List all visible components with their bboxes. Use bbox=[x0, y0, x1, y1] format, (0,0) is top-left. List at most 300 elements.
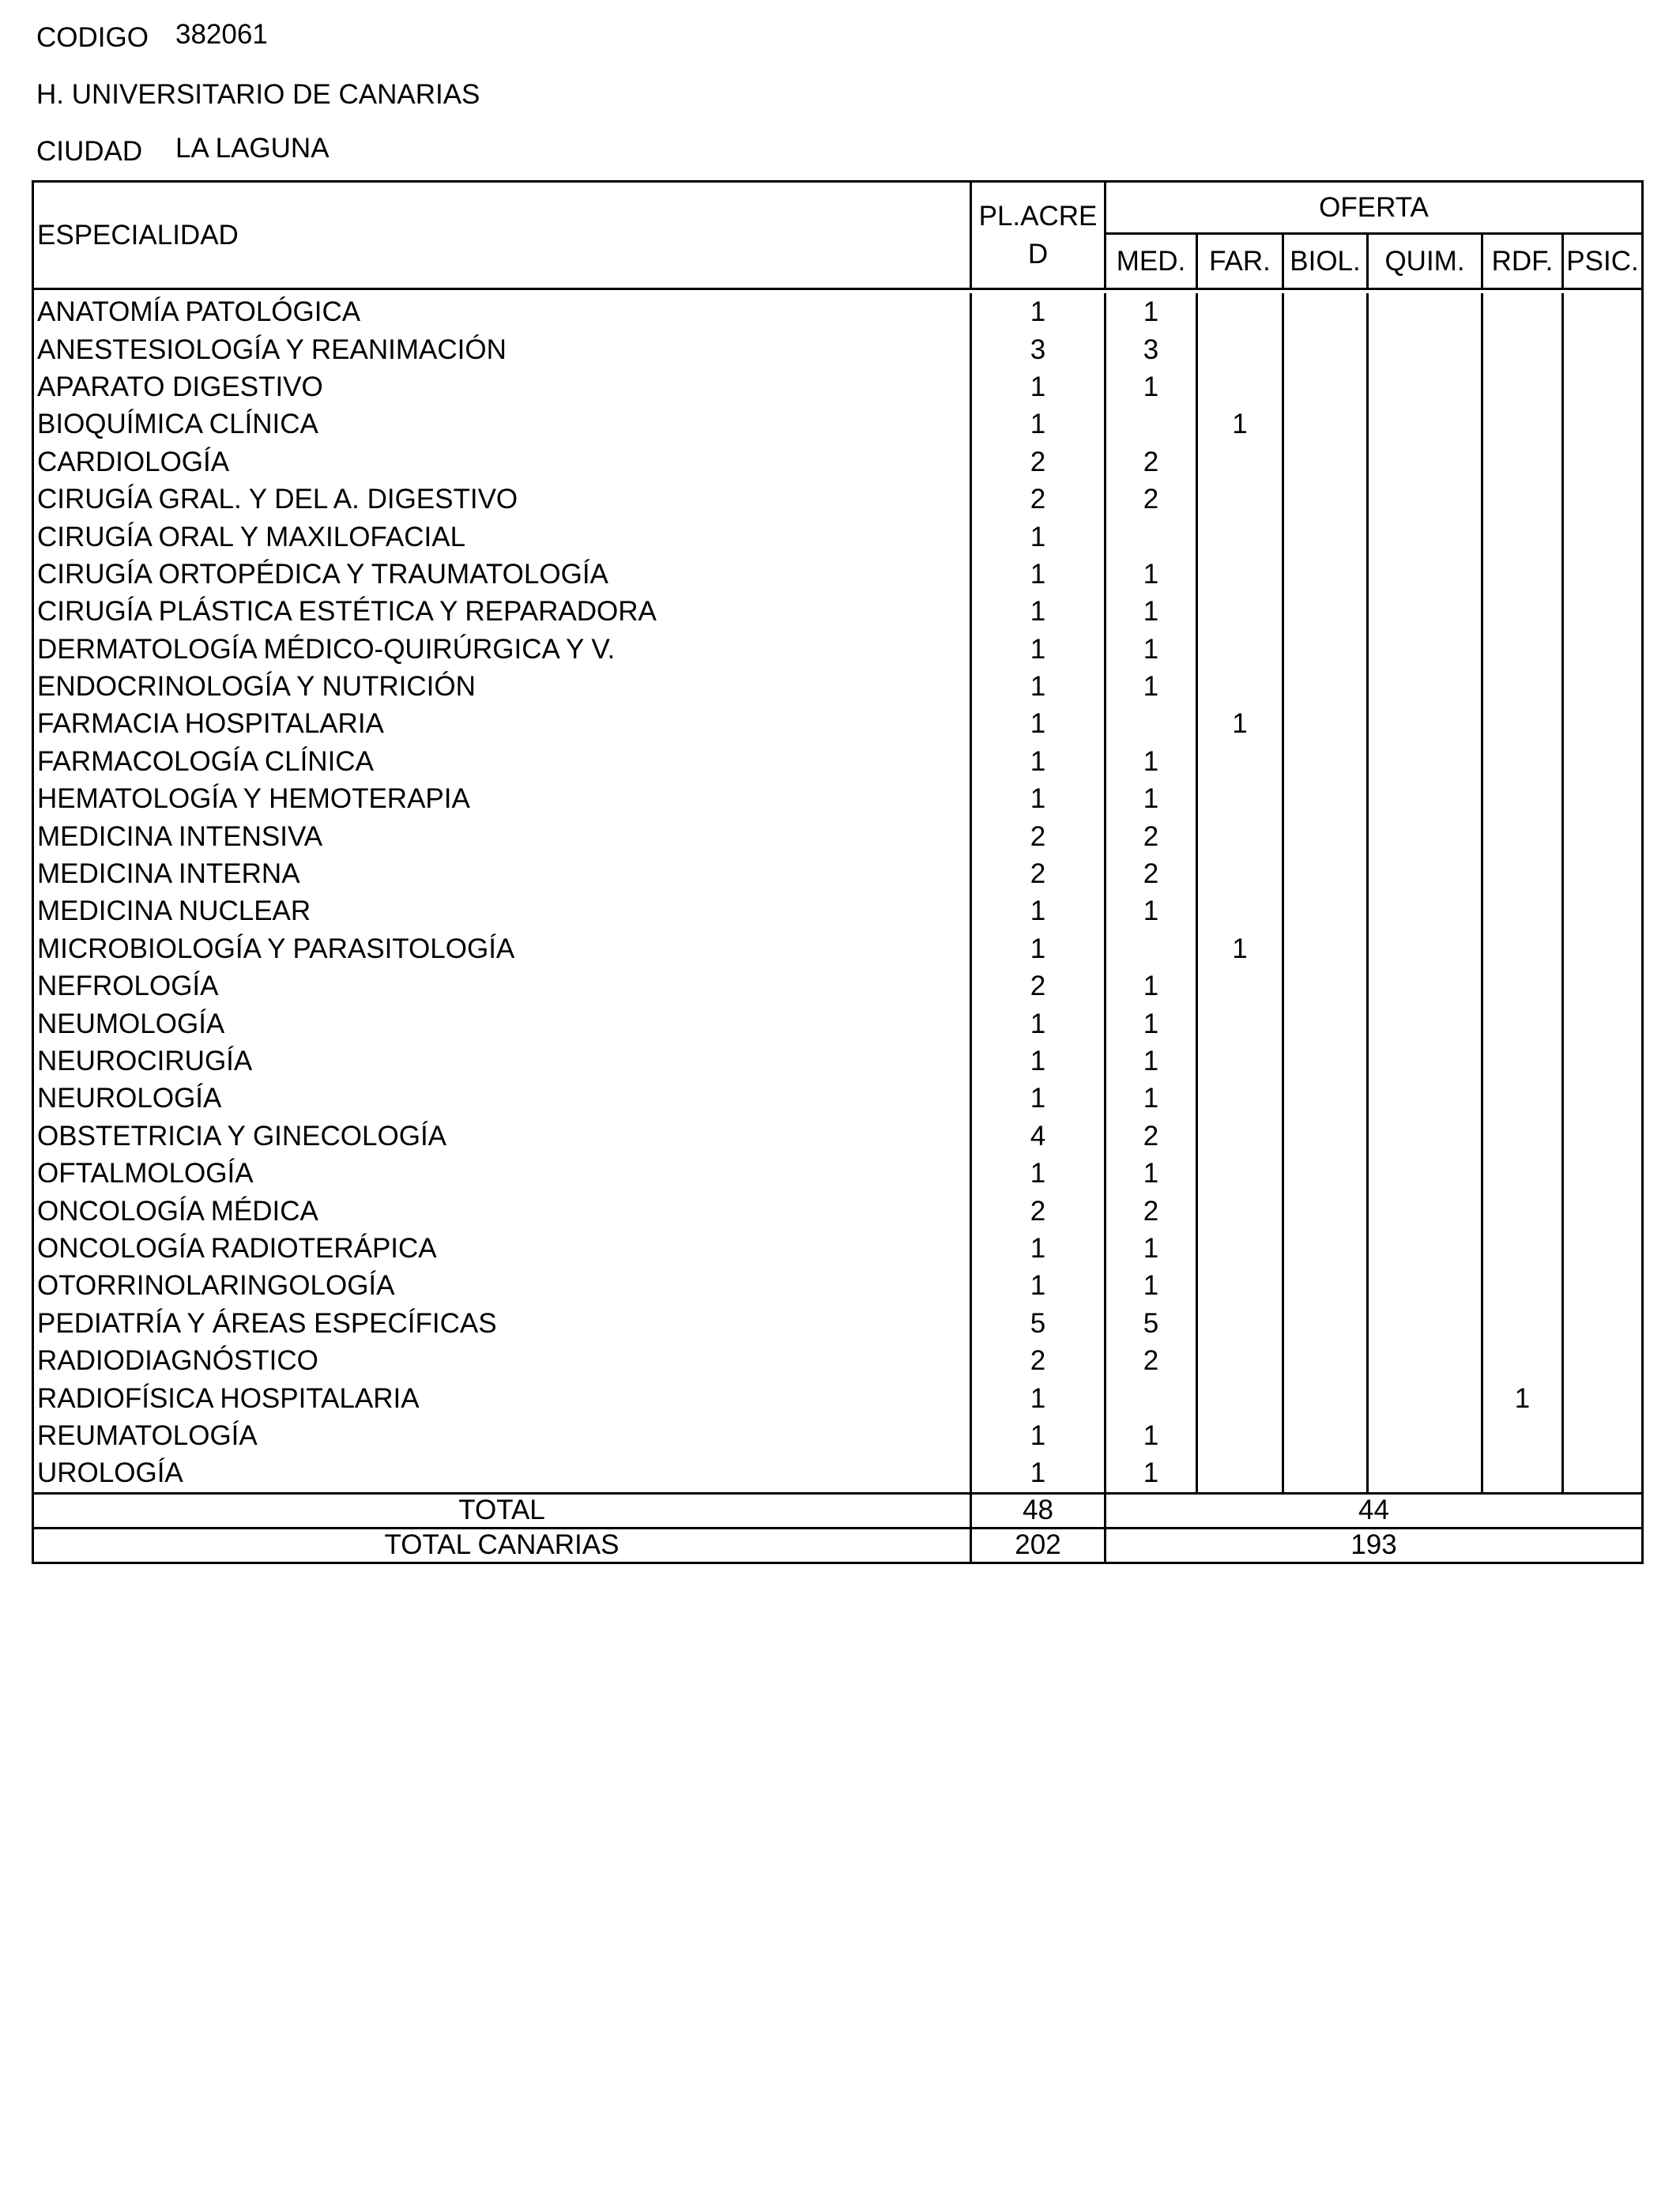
psic-cell bbox=[1564, 556, 1641, 593]
med-cell: 1 bbox=[1106, 631, 1198, 668]
table-row bbox=[34, 743, 1641, 780]
quim-cell bbox=[1369, 1379, 1483, 1416]
rdf-cell bbox=[1483, 593, 1564, 630]
especialidad-cell: MEDICINA INTERNA bbox=[34, 855, 972, 892]
med-cell bbox=[1106, 930, 1198, 967]
table-row bbox=[34, 556, 1641, 593]
table-row bbox=[34, 967, 1641, 1005]
rdf-cell bbox=[1483, 967, 1564, 1005]
biol-cell bbox=[1284, 1342, 1369, 1379]
ciudad-label: CIUDAD bbox=[36, 136, 143, 167]
rdf-cell bbox=[1483, 443, 1564, 481]
biol-cell bbox=[1284, 1417, 1369, 1454]
col-especialidad: ESPECIALIDAD bbox=[34, 183, 972, 290]
med-cell: 2 bbox=[1106, 1342, 1198, 1379]
quim-cell bbox=[1369, 293, 1483, 330]
placred-cell: 1 bbox=[972, 1379, 1106, 1416]
rdf-cell bbox=[1483, 518, 1564, 555]
med-cell: 5 bbox=[1106, 1305, 1198, 1342]
placred-cell: 1 bbox=[972, 668, 1106, 705]
rdf-cell bbox=[1483, 668, 1564, 705]
oferta-subheaders bbox=[1106, 235, 1641, 290]
especialidad-cell: MEDICINA NUCLEAR bbox=[34, 892, 972, 929]
biol-cell bbox=[1284, 780, 1369, 817]
table-row bbox=[34, 631, 1641, 668]
table-body bbox=[34, 290, 1641, 1492]
rdf-cell bbox=[1483, 368, 1564, 405]
quim-cell bbox=[1369, 330, 1483, 368]
especialidad-cell: UROLOGÍA bbox=[34, 1454, 972, 1491]
biol-cell bbox=[1284, 1005, 1369, 1042]
rdf-cell bbox=[1483, 1417, 1564, 1454]
table-row bbox=[34, 1230, 1641, 1267]
quim-cell bbox=[1369, 481, 1483, 518]
placred-cell: 2 bbox=[972, 1342, 1106, 1379]
especialidad-cell: OTORRINOLARINGOLOGÍA bbox=[34, 1267, 972, 1304]
rdf-cell bbox=[1483, 1192, 1564, 1229]
med-cell: 1 bbox=[1106, 668, 1198, 705]
biol-cell bbox=[1284, 443, 1369, 481]
far-cell bbox=[1198, 556, 1284, 593]
biol-cell bbox=[1284, 817, 1369, 854]
placred-cell: 1 bbox=[972, 705, 1106, 742]
total-pl: 48 bbox=[972, 1495, 1106, 1527]
far-cell bbox=[1198, 1118, 1284, 1155]
total-canarias-oferta: 193 bbox=[1350, 1529, 1397, 1560]
biol-cell bbox=[1284, 855, 1369, 892]
table-row bbox=[34, 1454, 1641, 1491]
rdf-cell bbox=[1483, 817, 1564, 854]
psic-cell bbox=[1564, 518, 1641, 555]
table-row bbox=[34, 443, 1641, 481]
rdf-cell bbox=[1483, 405, 1564, 443]
rdf-cell bbox=[1483, 930, 1564, 967]
especialidad-cell: CIRUGÍA GRAL. Y DEL A. DIGESTIVO bbox=[34, 481, 972, 518]
med-cell: 1 bbox=[1106, 593, 1198, 630]
placred-cell: 1 bbox=[972, 518, 1106, 555]
psic-cell bbox=[1564, 1005, 1641, 1042]
psic-cell bbox=[1564, 1118, 1641, 1155]
total-canarias-label: TOTAL CANARIAS bbox=[34, 1529, 972, 1562]
especialidad-cell: FARMACOLOGÍA CLÍNICA bbox=[34, 743, 972, 780]
especialidad-cell: NEUROLOGÍA bbox=[34, 1080, 972, 1117]
placred-cell: 1 bbox=[972, 1080, 1106, 1117]
quim-cell bbox=[1369, 556, 1483, 593]
quim-cell bbox=[1369, 1454, 1483, 1491]
quim-cell bbox=[1369, 1118, 1483, 1155]
col-placred-line2: D bbox=[1027, 238, 1049, 270]
total-canarias-pl: 202 bbox=[972, 1529, 1106, 1562]
quim-cell bbox=[1369, 443, 1483, 481]
quim-cell bbox=[1369, 405, 1483, 443]
med-cell: 1 bbox=[1106, 743, 1198, 780]
biol-cell bbox=[1284, 1379, 1369, 1416]
psic-cell bbox=[1564, 668, 1641, 705]
placred-cell: 1 bbox=[972, 1005, 1106, 1042]
total-label: TOTAL bbox=[34, 1495, 972, 1527]
far-cell bbox=[1198, 1305, 1284, 1342]
med-cell: 1 bbox=[1106, 1230, 1198, 1267]
quim-cell bbox=[1369, 743, 1483, 780]
codigo-value: 382061 bbox=[175, 19, 268, 50]
biol-cell bbox=[1284, 668, 1369, 705]
placred-cell: 1 bbox=[972, 1417, 1106, 1454]
biol-cell bbox=[1284, 368, 1369, 405]
med-cell: 2 bbox=[1106, 817, 1198, 854]
psic-cell bbox=[1564, 405, 1641, 443]
far-cell bbox=[1198, 892, 1284, 929]
especialidad-cell: ANESTESIOLOGÍA Y REANIMACIÓN bbox=[34, 330, 972, 368]
psic-cell bbox=[1564, 1417, 1641, 1454]
quim-cell bbox=[1369, 855, 1483, 892]
psic-cell bbox=[1564, 705, 1641, 742]
col-oferta: OFERTA bbox=[1106, 183, 1641, 235]
med-cell bbox=[1106, 405, 1198, 443]
psic-cell bbox=[1564, 631, 1641, 668]
med-cell: 2 bbox=[1106, 481, 1198, 518]
placred-cell: 2 bbox=[972, 443, 1106, 481]
biol-cell bbox=[1284, 481, 1369, 518]
med-cell bbox=[1106, 1379, 1198, 1416]
biol-cell bbox=[1284, 1080, 1369, 1117]
table-row bbox=[34, 481, 1641, 518]
med-cell: 1 bbox=[1106, 556, 1198, 593]
rdf-cell bbox=[1483, 1305, 1564, 1342]
psic-cell bbox=[1564, 1342, 1641, 1379]
placred-cell: 2 bbox=[972, 1192, 1106, 1229]
rdf-cell bbox=[1483, 1080, 1564, 1117]
med-cell bbox=[1106, 518, 1198, 555]
table-row bbox=[34, 855, 1641, 892]
quim-cell bbox=[1369, 892, 1483, 929]
table-row bbox=[34, 1305, 1641, 1342]
biol-cell bbox=[1284, 631, 1369, 668]
table-row bbox=[34, 1080, 1641, 1117]
med-cell: 2 bbox=[1106, 855, 1198, 892]
psic-cell bbox=[1564, 293, 1641, 330]
far-cell bbox=[1198, 593, 1284, 630]
rdf-cell bbox=[1483, 1155, 1564, 1192]
far-cell bbox=[1198, 293, 1284, 330]
col-far: FAR. bbox=[1198, 235, 1284, 288]
biol-cell bbox=[1284, 705, 1369, 742]
biol-cell bbox=[1284, 405, 1369, 443]
placred-cell: 1 bbox=[972, 405, 1106, 443]
placred-cell: 2 bbox=[972, 817, 1106, 854]
psic-cell bbox=[1564, 780, 1641, 817]
col-quim: QUIM. bbox=[1369, 235, 1483, 288]
biol-cell bbox=[1284, 593, 1369, 630]
placred-cell: 2 bbox=[972, 855, 1106, 892]
especialidad-cell: CIRUGÍA ORAL Y MAXILOFACIAL bbox=[34, 518, 972, 555]
table-row bbox=[34, 892, 1641, 929]
col-placred-line1: PL.ACRE bbox=[978, 200, 1098, 232]
placred-cell: 1 bbox=[972, 631, 1106, 668]
biol-cell bbox=[1284, 1454, 1369, 1491]
biol-cell bbox=[1284, 518, 1369, 555]
med-cell: 1 bbox=[1106, 293, 1198, 330]
table-row bbox=[34, 1379, 1641, 1416]
far-cell bbox=[1198, 668, 1284, 705]
med-cell: 3 bbox=[1106, 330, 1198, 368]
biol-cell bbox=[1284, 330, 1369, 368]
table-row bbox=[34, 1342, 1641, 1379]
rdf-cell bbox=[1483, 330, 1564, 368]
rdf-cell bbox=[1483, 293, 1564, 330]
col-psic: PSIC. bbox=[1566, 245, 1639, 277]
psic-cell bbox=[1564, 967, 1641, 1005]
med-cell: 2 bbox=[1106, 1192, 1198, 1229]
quim-cell bbox=[1369, 1005, 1483, 1042]
table-row bbox=[34, 1118, 1641, 1155]
far-cell bbox=[1198, 855, 1284, 892]
far-cell bbox=[1198, 1230, 1284, 1267]
med-cell: 1 bbox=[1106, 967, 1198, 1005]
quim-cell bbox=[1369, 1230, 1483, 1267]
quim-cell bbox=[1369, 1267, 1483, 1304]
especialidad-cell: REUMATOLOGÍA bbox=[34, 1417, 972, 1454]
rdf-cell bbox=[1483, 705, 1564, 742]
psic-cell bbox=[1564, 1230, 1641, 1267]
quim-cell bbox=[1369, 930, 1483, 967]
rdf-cell bbox=[1483, 743, 1564, 780]
psic-cell bbox=[1564, 330, 1641, 368]
especialidad-cell: RADIOFÍSICA HOSPITALARIA bbox=[34, 1379, 972, 1416]
psic-cell bbox=[1564, 817, 1641, 854]
table-row bbox=[34, 330, 1641, 368]
biol-cell bbox=[1284, 556, 1369, 593]
med-cell: 1 bbox=[1106, 1005, 1198, 1042]
med-cell: 1 bbox=[1106, 1267, 1198, 1304]
placred-cell: 1 bbox=[972, 556, 1106, 593]
table-row bbox=[34, 1042, 1641, 1080]
especialidad-cell: ONCOLOGÍA RADIOTERÁPICA bbox=[34, 1230, 972, 1267]
psic-cell bbox=[1564, 443, 1641, 481]
placred-cell: 1 bbox=[972, 1230, 1106, 1267]
quim-cell bbox=[1369, 518, 1483, 555]
far-cell bbox=[1198, 1080, 1284, 1117]
rdf-cell bbox=[1483, 481, 1564, 518]
far-cell bbox=[1198, 481, 1284, 518]
psic-cell bbox=[1564, 743, 1641, 780]
far-cell bbox=[1198, 1417, 1284, 1454]
far-cell bbox=[1198, 1379, 1284, 1416]
placred-cell: 1 bbox=[972, 293, 1106, 330]
psic-cell bbox=[1564, 1155, 1641, 1192]
rdf-cell bbox=[1483, 556, 1564, 593]
rdf-cell bbox=[1483, 1267, 1564, 1304]
table-row bbox=[34, 1417, 1641, 1454]
especialidad-cell: CIRUGÍA PLÁSTICA ESTÉTICA Y REPARADORA bbox=[34, 593, 972, 630]
placred-cell: 1 bbox=[972, 1155, 1106, 1192]
med-cell: 1 bbox=[1106, 780, 1198, 817]
far-cell bbox=[1198, 817, 1284, 854]
biol-cell bbox=[1284, 1192, 1369, 1229]
placred-cell: 1 bbox=[972, 780, 1106, 817]
table-row bbox=[34, 817, 1641, 854]
rdf-cell bbox=[1483, 631, 1564, 668]
far-cell bbox=[1198, 631, 1284, 668]
quim-cell bbox=[1369, 1155, 1483, 1192]
placred-cell: 3 bbox=[972, 330, 1106, 368]
med-cell: 2 bbox=[1106, 1118, 1198, 1155]
biol-cell bbox=[1284, 892, 1369, 929]
especialidad-cell: ANATOMÍA PATOLÓGICA bbox=[34, 293, 972, 330]
biol-cell bbox=[1284, 743, 1369, 780]
quim-cell bbox=[1369, 1305, 1483, 1342]
especialidad-cell: ENDOCRINOLOGÍA Y NUTRICIÓN bbox=[34, 668, 972, 705]
col-placred bbox=[972, 183, 1106, 290]
quim-cell bbox=[1369, 668, 1483, 705]
placred-cell: 1 bbox=[972, 743, 1106, 780]
especialidades-table bbox=[32, 180, 1644, 1564]
med-cell: 1 bbox=[1106, 1042, 1198, 1080]
rdf-cell bbox=[1483, 1230, 1564, 1267]
biol-cell bbox=[1284, 1305, 1369, 1342]
especialidad-cell: ONCOLOGÍA MÉDICA bbox=[34, 1192, 972, 1229]
especialidad-cell: OFTALMOLOGÍA bbox=[34, 1155, 972, 1192]
med-cell: 2 bbox=[1106, 443, 1198, 481]
rdf-cell bbox=[1483, 1118, 1564, 1155]
oferta-group bbox=[1106, 183, 1641, 290]
total-row bbox=[34, 1492, 1641, 1527]
far-cell bbox=[1198, 967, 1284, 1005]
quim-cell bbox=[1369, 631, 1483, 668]
col-biol: BIOL. bbox=[1284, 235, 1369, 288]
quim-cell bbox=[1369, 1417, 1483, 1454]
rdf-cell bbox=[1483, 1454, 1564, 1491]
especialidad-cell: BIOQUÍMICA CLÍNICA bbox=[34, 405, 972, 443]
quim-cell bbox=[1369, 967, 1483, 1005]
psic-cell bbox=[1564, 1267, 1641, 1304]
placred-cell: 2 bbox=[972, 967, 1106, 1005]
biol-cell bbox=[1284, 1118, 1369, 1155]
placred-cell: 1 bbox=[972, 1454, 1106, 1491]
table-row bbox=[34, 293, 1641, 330]
table-row bbox=[34, 668, 1641, 705]
especialidad-cell: NEUROCIRUGÍA bbox=[34, 1042, 972, 1080]
especialidad-cell: APARATO DIGESTIVO bbox=[34, 368, 972, 405]
total-oferta: 44 bbox=[1358, 1495, 1389, 1525]
especialidad-cell: FARMACIA HOSPITALARIA bbox=[34, 705, 972, 742]
med-cell: 1 bbox=[1106, 1080, 1198, 1117]
psic-cell bbox=[1564, 1454, 1641, 1491]
far-cell bbox=[1198, 780, 1284, 817]
far-cell: 1 bbox=[1198, 930, 1284, 967]
total-canarias-row bbox=[34, 1527, 1641, 1562]
far-cell bbox=[1198, 743, 1284, 780]
far-cell bbox=[1198, 1042, 1284, 1080]
psic-cell bbox=[1564, 1042, 1641, 1080]
rdf-cell bbox=[1483, 780, 1564, 817]
quim-cell bbox=[1369, 1080, 1483, 1117]
far-cell bbox=[1198, 1454, 1284, 1491]
far-cell bbox=[1198, 443, 1284, 481]
far-cell: 1 bbox=[1198, 405, 1284, 443]
especialidad-cell: HEMATOLOGÍA Y HEMOTERAPIA bbox=[34, 780, 972, 817]
biol-cell bbox=[1284, 293, 1369, 330]
far-cell bbox=[1198, 368, 1284, 405]
especialidad-cell: NEFROLOGÍA bbox=[34, 967, 972, 1005]
rdf-cell bbox=[1483, 892, 1564, 929]
placred-cell: 1 bbox=[972, 1267, 1106, 1304]
psic-cell bbox=[1564, 368, 1641, 405]
placred-cell: 4 bbox=[972, 1118, 1106, 1155]
biol-cell bbox=[1284, 967, 1369, 1005]
far-cell: 1 bbox=[1198, 705, 1284, 742]
table-row bbox=[34, 1155, 1641, 1192]
psic-cell bbox=[1564, 593, 1641, 630]
placred-cell: 1 bbox=[972, 1042, 1106, 1080]
biol-cell bbox=[1284, 930, 1369, 967]
psic-cell bbox=[1564, 930, 1641, 967]
especialidad-cell: CIRUGÍA ORTOPÉDICA Y TRAUMATOLOGÍA bbox=[34, 556, 972, 593]
far-cell bbox=[1198, 1155, 1284, 1192]
med-cell: 1 bbox=[1106, 1454, 1198, 1491]
col-rdf: RDF. bbox=[1483, 235, 1564, 288]
especialidad-cell: MICROBIOLOGÍA Y PARASITOLOGÍA bbox=[34, 930, 972, 967]
table-row bbox=[34, 1192, 1641, 1229]
rdf-cell bbox=[1483, 1005, 1564, 1042]
especialidad-cell: RADIODIAGNÓSTICO bbox=[34, 1342, 972, 1379]
especialidad-cell: CARDIOLOGÍA bbox=[34, 443, 972, 481]
med-cell: 1 bbox=[1106, 1417, 1198, 1454]
biol-cell bbox=[1284, 1267, 1369, 1304]
psic-cell bbox=[1564, 481, 1641, 518]
psic-cell bbox=[1564, 1305, 1641, 1342]
quim-cell bbox=[1369, 593, 1483, 630]
table-row bbox=[34, 1005, 1641, 1042]
placred-cell: 2 bbox=[972, 481, 1106, 518]
ciudad-value: LA LAGUNA bbox=[175, 133, 330, 164]
far-cell bbox=[1198, 518, 1284, 555]
table-header bbox=[34, 183, 1641, 290]
psic-cell bbox=[1564, 1080, 1641, 1117]
table-row bbox=[34, 930, 1641, 967]
placred-cell: 1 bbox=[972, 593, 1106, 630]
far-cell bbox=[1198, 1005, 1284, 1042]
codigo-label: CODIGO bbox=[36, 22, 149, 53]
table-row bbox=[34, 518, 1641, 555]
table-row bbox=[34, 1267, 1641, 1304]
col-med: MED. bbox=[1106, 235, 1198, 288]
table-row bbox=[34, 780, 1641, 817]
psic-cell bbox=[1564, 1192, 1641, 1229]
med-cell bbox=[1106, 705, 1198, 742]
biol-cell bbox=[1284, 1230, 1369, 1267]
far-cell bbox=[1198, 1267, 1284, 1304]
biol-cell bbox=[1284, 1042, 1369, 1080]
med-cell: 1 bbox=[1106, 368, 1198, 405]
table-row bbox=[34, 705, 1641, 742]
quim-cell bbox=[1369, 1192, 1483, 1229]
placred-cell: 1 bbox=[972, 930, 1106, 967]
especialidad-cell: PEDIATRÍA Y ÁREAS ESPECÍFICAS bbox=[34, 1305, 972, 1342]
far-cell bbox=[1198, 1342, 1284, 1379]
quim-cell bbox=[1369, 705, 1483, 742]
quim-cell bbox=[1369, 780, 1483, 817]
especialidad-cell: DERMATOLOGÍA MÉDICO-QUIRÚRGICA Y V. bbox=[34, 631, 972, 668]
psic-cell bbox=[1564, 855, 1641, 892]
far-cell bbox=[1198, 1192, 1284, 1229]
rdf-cell bbox=[1483, 855, 1564, 892]
table-row bbox=[34, 405, 1641, 443]
table-row bbox=[34, 593, 1641, 630]
quim-cell bbox=[1369, 368, 1483, 405]
placred-cell: 1 bbox=[972, 368, 1106, 405]
placred-cell: 5 bbox=[972, 1305, 1106, 1342]
rdf-cell: 1 bbox=[1483, 1379, 1564, 1416]
